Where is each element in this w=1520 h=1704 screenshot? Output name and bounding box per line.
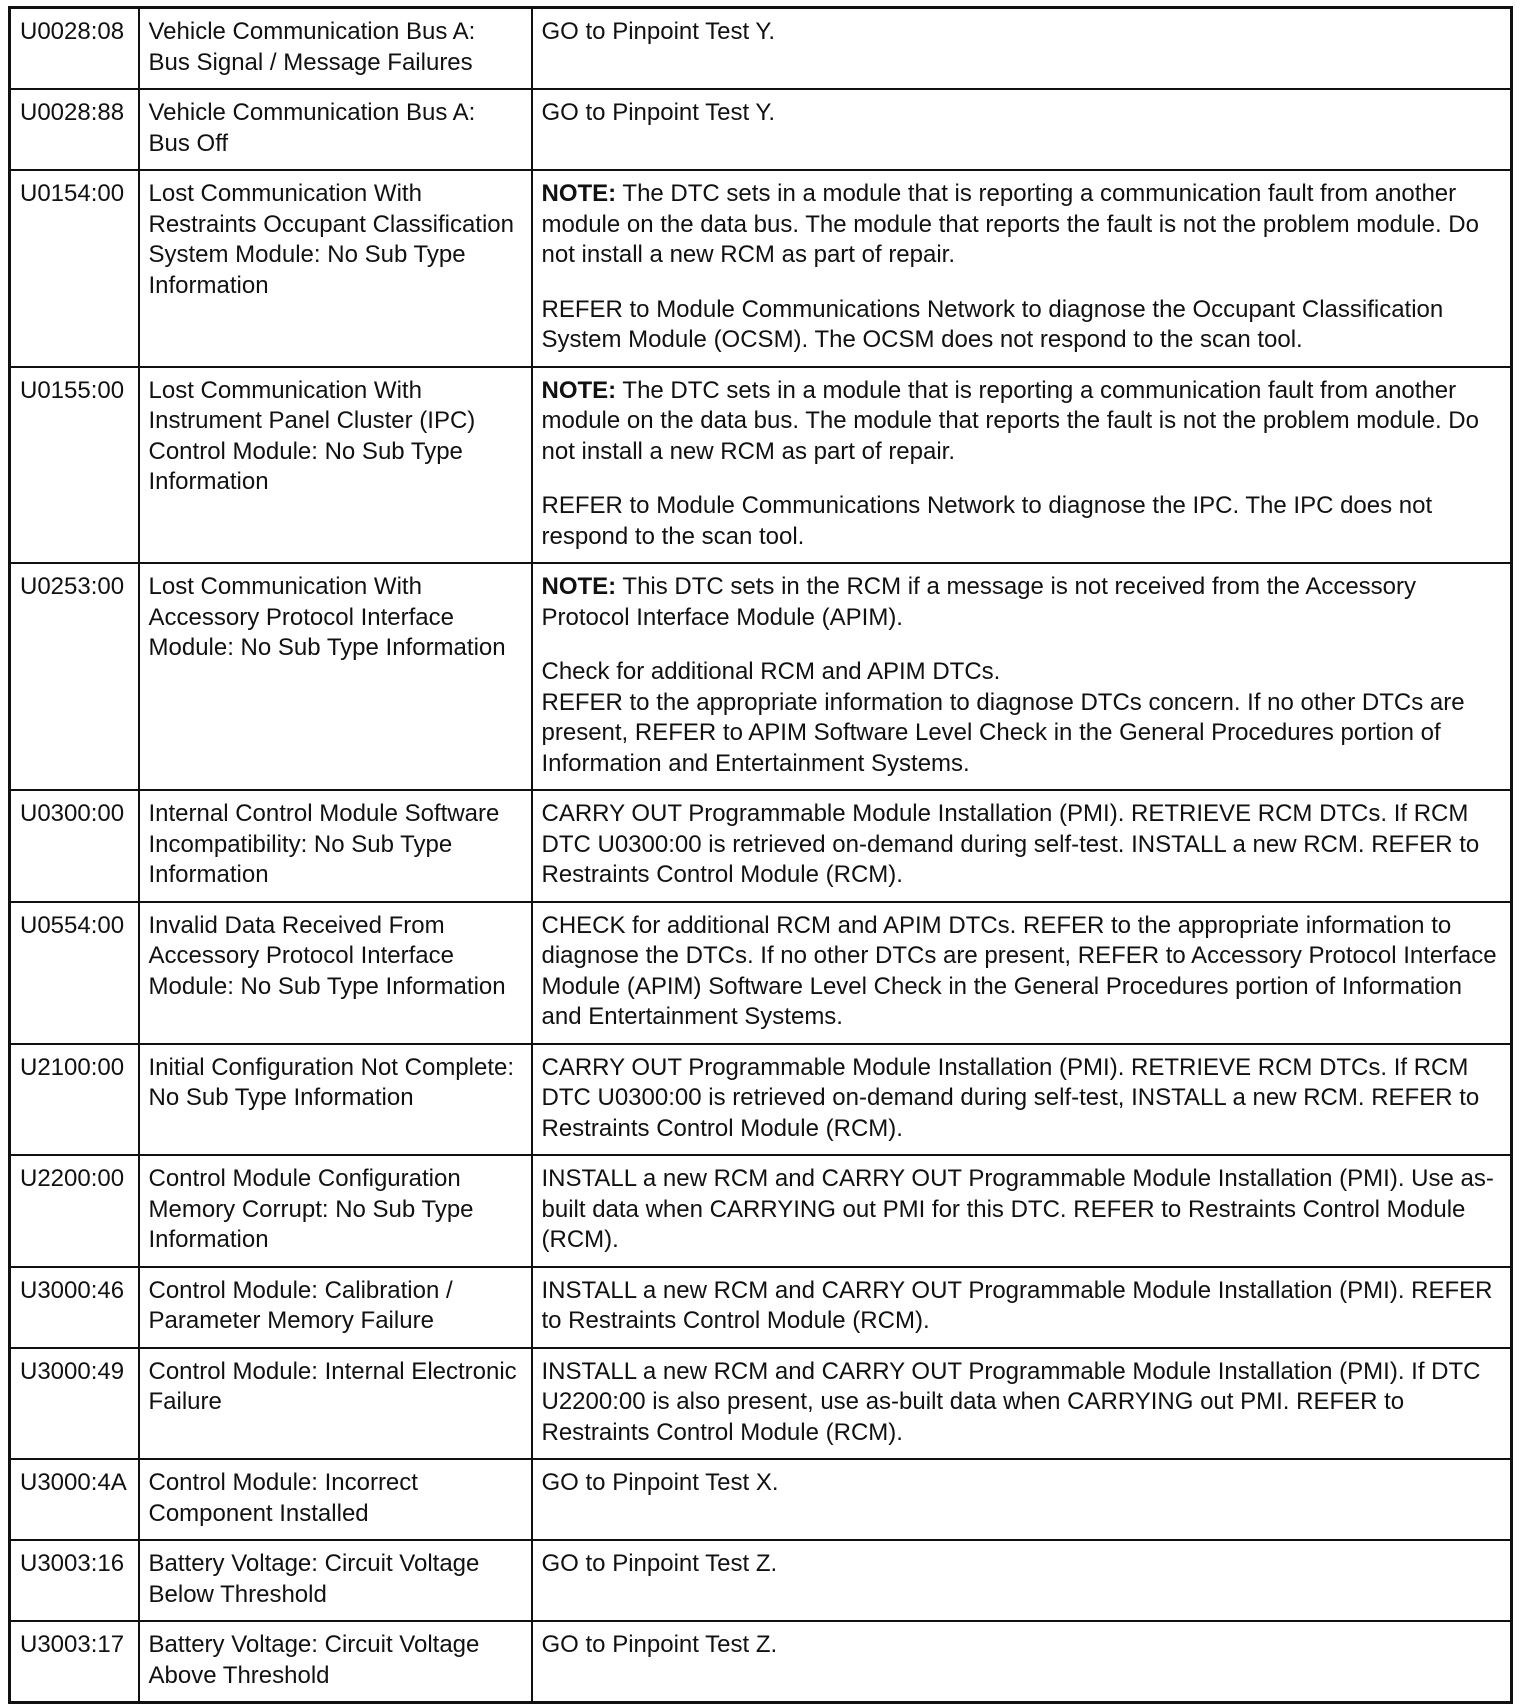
dtc-description-cell: Control Module: Internal Electronic Failure (139, 1348, 532, 1460)
dtc-action-cell (532, 8, 1512, 90)
table-row (10, 1155, 1512, 1267)
dtc-action-cell (532, 1540, 1512, 1621)
action-paragraph: REFER to Module Communications Network to diagnose the Occupant Classification System Module (OCSM). The OCSM does not respond to the scan tool. (541, 295, 1444, 353)
action-paragraph: REFER to the appropriate information to diagnose DTCs concern. If no other DTCs are present, REFER to APIM Software Level Check in the General Procedures portion of Information and Entertainment Systems. (541, 688, 1465, 777)
dtc-action-cell (532, 902, 1512, 1044)
table-row (10, 1044, 1512, 1156)
note-text: The DTC sets in a module that is reporting a communication fault from another module on the data bus. The module that reports the fault is not the problem module. Do not install a new RCM as part of repair. (541, 180, 1479, 268)
table-row (10, 563, 1512, 790)
dtc-code-cell: U0028:88 (10, 89, 139, 170)
dtc-description-cell: Control Module: Calibration / Parameter Memory Failure (139, 1267, 532, 1348)
dtc-description-cell: Lost Communication With Instrument Panel Cluster (IPC) Control Module: No Sub Type Information (139, 367, 532, 564)
table-row (10, 1267, 1512, 1348)
dtc-description-cell: Invalid Data Received From Accessory Protocol Interface Module: No Sub Type Information (139, 902, 532, 1044)
note-paragraph (542, 572, 1502, 633)
action-paragraph: GO to Pinpoint Test Z. (541, 1631, 778, 1658)
note-text: The DTC sets in a module that is reporting a communication fault from another module on the data bus. The module that reports the fault is not the problem module. Do not install a new RCM as part of repair. (541, 376, 1479, 465)
dtc-action-cell (532, 170, 1512, 367)
dtc-action-cell (532, 1348, 1512, 1460)
table-row (10, 902, 1512, 1044)
dtc-table (8, 6, 1513, 1704)
action-paragraph: GO to Pinpoint Test X. (541, 1469, 779, 1496)
table-row (10, 8, 1512, 90)
action-paragraph: INSTALL a new RCM and CARRY OUT Programmable Module Installation (PMI). Use as-built data when CARRYING out PMI for this DTC. REFER to Restraints Control Module (RCM). (541, 1165, 1494, 1253)
dtc-code-cell: U3003:16 (10, 1540, 139, 1621)
dtc-code-cell: U0554:00 (10, 902, 139, 1044)
note-label: NOTE: (541, 180, 617, 207)
dtc-description-cell: Vehicle Communication Bus A: Bus Off (139, 89, 532, 170)
note-text: This DTC sets in the RCM if a message is not received from the Accessory Protocol Interface Module (APIM). (541, 573, 1417, 631)
note-paragraph (542, 179, 1502, 271)
action-paragraph: GO to Pinpoint Test Y. (541, 18, 775, 45)
action-paragraph: INSTALL a new RCM and CARRY OUT Programmable Module Installation (PMI). REFER to Restraints Control Module (RCM). (541, 1276, 1493, 1334)
table-row (10, 1540, 1512, 1621)
dtc-code-cell: U0253:00 (10, 563, 139, 790)
dtc-description-cell: Internal Control Module Software Incompatibility: No Sub Type Information (139, 790, 532, 902)
action-paragraph: CARRY OUT Programmable Module Installation (PMI). RETRIEVE RCM DTCs. If RCM DTC U0300:00 is retrieved on-demand during self-test, INSTALL a new RCM. REFER to Restraints Control Module (RCM). (541, 1053, 1480, 1142)
note-label: NOTE: (541, 376, 617, 404)
note-paragraph (542, 376, 1502, 468)
dtc-code-cell: U0028:08 (10, 8, 139, 90)
dtc-code-cell: U3003:17 (10, 1621, 139, 1703)
dtc-code-cell: U0154:00 (10, 170, 139, 367)
table-row (10, 1459, 1512, 1540)
dtc-code-cell: U3000:49 (10, 1348, 139, 1460)
dtc-description-cell: Control Module: Incorrect Component Installed (139, 1459, 532, 1540)
dtc-code-cell: U2200:00 (10, 1155, 139, 1267)
dtc-action-cell (532, 790, 1512, 902)
table-row (10, 1621, 1512, 1703)
dtc-code-cell: U2100:00 (10, 1044, 139, 1156)
dtc-action-cell (532, 1459, 1512, 1540)
action-paragraph: GO to Pinpoint Test Z. (541, 1550, 778, 1577)
action-paragraph: INSTALL a new RCM and CARRY OUT Programmable Module Installation (PMI). If DTC U2200:00 is also present, use as-built data when CARRYING out PMI. REFER to Restraints Control Module (RCM). (541, 1357, 1481, 1446)
dtc-action-cell (532, 1621, 1512, 1703)
dtc-action-cell (532, 1267, 1512, 1348)
table-row (10, 170, 1512, 367)
dtc-action-cell (532, 1155, 1512, 1267)
dtc-action-cell (532, 367, 1512, 564)
dtc-code-cell: U0155:00 (10, 367, 139, 564)
action-paragraph: CHECK for additional RCM and APIM DTCs. REFER to the appropriate information to diagnose the DTCs. If no other DTCs are present, REFER to Accessory Protocol Interface Module (APIM) Software Level Check in the General Procedures portion of Information and Entertainment Systems. (541, 911, 1497, 1030)
dtc-description-cell: Lost Communication With Restraints Occupant Classification System Module: No Sub Type Information (139, 170, 532, 367)
dtc-action-cell (532, 1044, 1512, 1156)
action-paragraph: GO to Pinpoint Test Y. (541, 99, 775, 126)
dtc-action-cell (532, 563, 1512, 790)
dtc-description-cell: Control Module Configuration Memory Corrupt: No Sub Type Information (139, 1155, 532, 1267)
dtc-description-cell: Battery Voltage: Circuit Voltage Below Threshold (139, 1540, 532, 1621)
dtc-description-cell: Vehicle Communication Bus A: Bus Signal / Message Failures (139, 8, 532, 90)
dtc-action-cell (532, 89, 1512, 170)
dtc-description-cell: Lost Communication With Accessory Protocol Interface Module: No Sub Type Information (139, 563, 532, 790)
table-row (10, 367, 1512, 564)
dtc-table-body (10, 8, 1512, 1703)
action-paragraph: Check for additional RCM and APIM DTCs. (541, 658, 1001, 685)
action-paragraph: CARRY OUT Programmable Module Installation (PMI). RETRIEVE RCM DTCs. If RCM DTC U0300:00 is retrieved on-demand during self-test. INSTALL a new RCM. REFER to Restraints Control Module (RCM). (541, 800, 1480, 888)
table-row (10, 1348, 1512, 1460)
dtc-code-cell: U3000:4A (10, 1459, 139, 1540)
dtc-code-cell: U0300:00 (10, 790, 139, 902)
action-paragraph: REFER to Module Communications Network to diagnose the IPC. The IPC does not respond to the scan tool. (541, 492, 1433, 550)
dtc-description-cell: Battery Voltage: Circuit Voltage Above Threshold (139, 1621, 532, 1703)
note-label: NOTE: (541, 573, 617, 600)
dtc-code-cell: U3000:46 (10, 1267, 139, 1348)
table-row (10, 790, 1512, 902)
table-row (10, 89, 1512, 170)
dtc-description-cell: Initial Configuration Not Complete: No Sub Type Information (139, 1044, 532, 1156)
